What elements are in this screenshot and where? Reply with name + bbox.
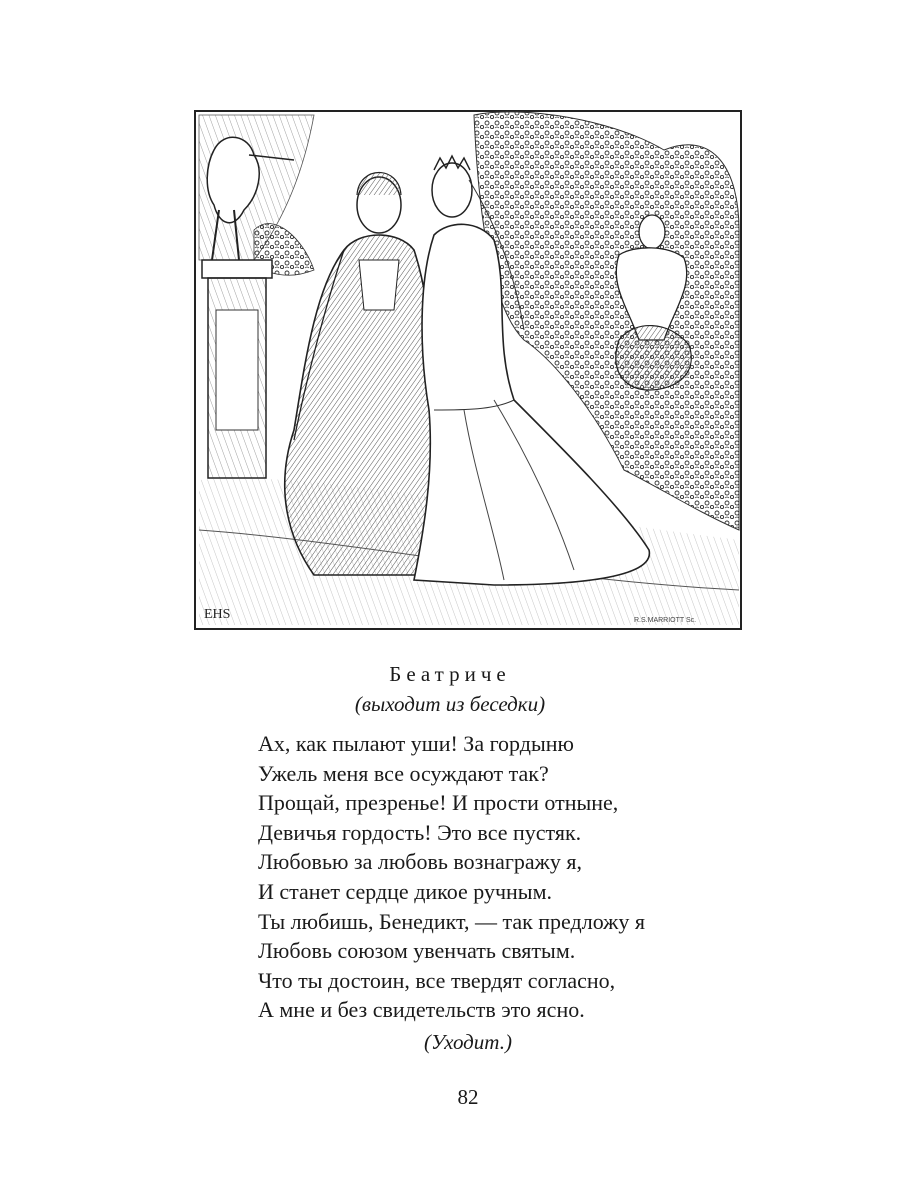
verse-line: Что ты достоин, все твердят согласно, (258, 967, 616, 993)
verse-line: И станет сердце дикое ручным. (258, 878, 553, 904)
artist-monogram: EHS (204, 607, 231, 622)
verse-line: Любовью за любовь вознагражу я, (258, 849, 582, 875)
stage-direction: (выходит из беседки) (354, 692, 546, 716)
verse-line: Ты любишь, Бенедикт, — так предложу я (258, 908, 645, 934)
verse-line: Ужель меня все осуждают так? (258, 760, 549, 786)
verse-line: Девичья гордость! Это все пустяк. (258, 819, 582, 845)
engraving-illustration (194, 110, 742, 630)
verse-line: Ах, как пылают уши! За гордыню (258, 731, 574, 756)
page-number: 82 (457, 1085, 479, 1109)
verse-line: Любовь союзом увенчать святым. (258, 938, 576, 964)
verse-line: Прощай, презренье! И прости отныне, (258, 790, 619, 816)
exit-stage-direction: (Уходит.) (424, 1030, 512, 1054)
stone-pedestal (202, 260, 272, 478)
speaker-name: Беатриче (389, 662, 511, 686)
verse-block (258, 729, 645, 1025)
engraver-signature: R.S.MARRIOTT Sc. (634, 617, 697, 624)
verse-line: А мне и без свидетельств это ясно. (258, 997, 585, 1023)
